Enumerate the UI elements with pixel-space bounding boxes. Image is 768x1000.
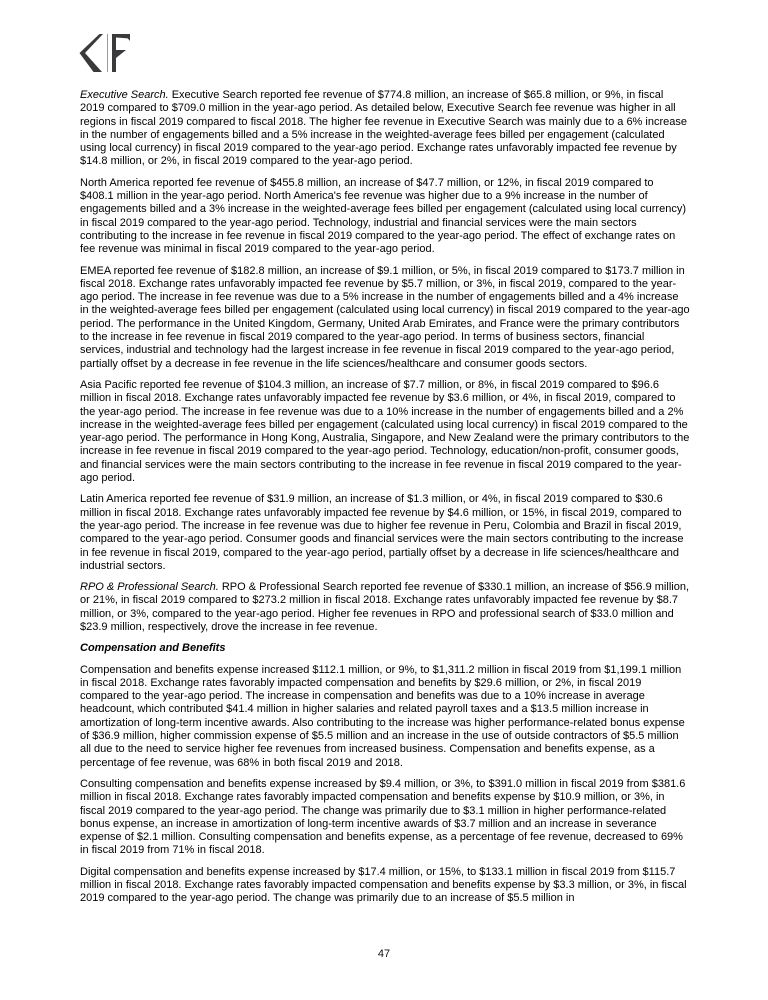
document-body (80, 89, 690, 914)
paragraph-consulting-compensation (80, 778, 690, 858)
paragraph-lead-italic: RPO & Professional Search. (80, 581, 219, 594)
paragraph-asia-pacific (80, 379, 690, 485)
paragraph-text: Consulting compensation and benefits expense increased by $9.4 million, or 3%, to $391.0 million in fiscal 2019 from $381.6 million in fiscal 2018. Exchange rates favorably impacted compensation and benefits expense by $10.9 million, or 3%, in fiscal 2019 compared to the year-ago period. The change was primarily due to $3.1 million in higher performance-related bonus expense, an increase in amortization of long-term incentive awards of $3.7 million and an increase in severance expense of $2.1 million. Consulting compensation and benefits expense, as a percentage of fee revenue, decreased to 69% in fiscal 2019 from 71% in fiscal 2018. (80, 777, 686, 857)
paragraph-lead-italic: Executive Search. (80, 89, 169, 101)
page-number: 47 (377, 948, 391, 960)
paragraph-latin-america (80, 493, 690, 573)
paragraph-text: EMEA reported fee revenue of $182.8 million, an increase of $9.1 million, or 5%, in fiscal 2019 compared to $173.7 million in fiscal 2018. Exchange rates unfavorably impacted fee revenue by $5.7 million, or 3%, in fiscal 2019, compared to the year-ago period. The increase in fee revenue was due to a 5% increase in the number of engagements billed and a 4% increase in the weighted-average fees billed per engagement (calculated using local currency) in fiscal 2019 compared to the year-ago period. The performance in the United Kingdom, Germany, United Arab Emirates, and France were the primary contributors to the increase in fee revenue in fiscal 2019 compared to the year-ago period. In terms of business sectors, financial services, industrial and technology had the largest increase in fee revenue in fiscal 2019 compared to the year-ago period, partially offset by a decrease in fee revenue in the life sciences/healthcare and consumer goods sectors. (80, 264, 690, 370)
paragraph-text: North America reported fee revenue of $455.8 million, an increase of $47.7 million, or 12%, in fiscal 2019 compared to $408.1 million in the year-ago period. North America's fee revenue was higher due to a 9% increase in the number of engagements billed and a 3% increase in the weighted-average fees billed per engagement (calculated using local currency) in fiscal 2019 compared to the year-ago period. Technology, industrial and financial services were the main sectors contributing to the increase in fee revenue in fiscal 2019 compared to the year-ago period. The effect of exchange rates on fee revenue was minimal in fiscal 2019 compared to the year-ago period. (80, 176, 686, 256)
paragraph-text: Compensation and benefits expense increased $112.1 million, or 9%, to $1,311.2 million in fiscal 2019 from $1,199.1 million in fiscal 2018. Exchange rates favorably impacted compensation and benefits by $29.6 million, or 2%, in fiscal 2019 compared to the year-ago period. The increase in compensation and benefits was due to a 10% increase in average headcount, which contributed $41.4 million in higher salaries and related payroll taxes and a $13.5 million increase in amortization of long-term incentive awards. Also contributing to the increase was higher performance-related bonus expense of $36.9 million, higher commission expense of $5.5 million and an increase in the use of outside contractors of $5.5 million all due to the need to service higher fee revenues from increased business. Compensation and benefits expense, as a percentage of fee revenue, was 68% in both fiscal 2019 and 2018. (80, 663, 685, 769)
paragraph-rpo-professional-search (80, 581, 690, 634)
korn-ferry-logo-icon (77, 33, 131, 73)
paragraph-digital-compensation (80, 866, 690, 906)
paragraph-compensation-benefits (80, 664, 690, 770)
section-heading-compensation-and-benefits: Compensation and Benefits (80, 642, 226, 655)
paragraph-text: Digital compensation and benefits expense increased by $17.4 million, or 15%, to $133.1 million in fiscal 2019 from $115.7 million in fiscal 2018. Exchange rates favorably impacted compensation and benefits expense by $3.3 million, or 3%, in fiscal 2019 compared to the year-ago period. The change was primarily due to an increase of $5.5 million in (80, 865, 687, 905)
paragraph-north-america (80, 177, 690, 257)
paragraph-text: Asia Pacific reported fee revenue of $104.3 million, an increase of $7.7 million, or 8%, in fiscal 2019 compared to $96.6 million in fiscal 2018. Exchange rates unfavorably impacted fee revenue by $3.6 million, or 4%, in fiscal 2019, compared to the year-ago period. The increase in fee revenue was due to a 10% increase in the number of engagements billed and a 2% increase in the weighted-average fees billed per engagement (calculated using local currency) in fiscal 2019 compared to the year-ago period. The performance in Hong Kong, Australia, Singapore, and New Zealand were the primary contributors to the increase in fee revenue in fiscal 2019 compared to the year-ago period. Technology, education/non-profit, consumer goods, and financial services were the main sectors contributing to the increase in fee revenue in fiscal 2019 compared to the year-ago period. (80, 378, 690, 485)
paragraph-emea (80, 265, 690, 371)
paragraph-text: Executive Search reported fee revenue of $774.8 million, an increase of $65.8 million, or 9%, in fiscal 2019 compared to $709.0 million in the year-ago period. As detailed below, Executive Search fee revenue was higher in all regions in fiscal 2019 compared to fiscal 2018. The higher fee revenue in Executive Search was mainly due to a 6% increase in the number of engagements billed and a 5% increase in the weighted-average fees billed per engagement (calculated using local currency) in fiscal 2019 compared to the year-ago period. Exchange rates unfavorably impacted fee revenue by $14.8 million, or 2%, in fiscal 2019 compared to the year-ago period. (80, 89, 687, 168)
paragraph-text: RPO & Professional Search reported fee revenue of $330.1 million, an increase of $56.9 million, or 21%, in fiscal 2019 compared to $273.2 million in fiscal 2018. Exchange rates unfavorably impacted fee revenue by $8.7 million, or 3%, compared to the year-ago period. Higher fee revenues in RPO and professional search of $33.0 million and $23.9 million, respectively, drove the increase in fee revenue. (80, 581, 690, 633)
korn-ferry-logo (77, 33, 131, 73)
paragraph-text: Latin America reported fee revenue of $31.9 million, an increase of $1.3 million, or 4%, in fiscal 2019 compared to $30.6 million in fiscal 2018. Exchange rates unfavorably impacted fee revenue by $4.6 million, or 15%, in fiscal 2019, compared to the year-ago period. The increase in fee revenue was due to higher fee revenue in Peru, Colombia and Brazil in fiscal 2019, compared to the year-ago period. Consumer goods and financial services were the main sectors contributing to the increase in fee revenue in fiscal 2019, compared to the year-ago period, partially offset by a decrease in life sciences/healthcare and industrial sectors. (80, 493, 684, 572)
paragraph-executive-search (80, 89, 690, 169)
